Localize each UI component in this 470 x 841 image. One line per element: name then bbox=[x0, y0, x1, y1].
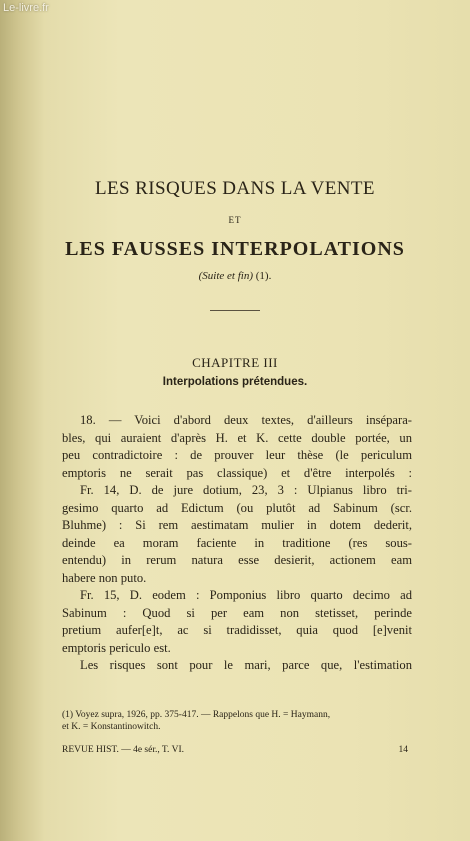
subtitle-italic: (Suite et fin) bbox=[198, 270, 254, 282]
journal-reference: REVUE HIST. — 4e sér., T. VI. bbox=[62, 745, 184, 755]
text-line: Sabinum : Quod si per eam non stetisset, perinde bbox=[62, 605, 412, 620]
text-line: peu contradictoire : de prouver leur thèse (le periculum bbox=[62, 448, 412, 462]
title-conjunction: ET bbox=[228, 215, 242, 225]
text-line: emptoris periculo est. bbox=[62, 640, 171, 655]
subtitle-note: (1). bbox=[253, 270, 272, 282]
text-line: habere non puto. bbox=[62, 570, 147, 585]
text-line: pretium aufer[e]t, ac si tradidisset, quia quod [e]venit bbox=[62, 623, 412, 637]
page-number: 14 bbox=[398, 745, 408, 755]
text-line: deinde ea moram faciente in traditione (res sous- bbox=[62, 535, 412, 550]
chapter-heading: CHAPITRE III bbox=[192, 355, 278, 370]
title-line-1: LES RISQUES DANS LA VENTE bbox=[95, 178, 375, 199]
text-line: Bluhme) : Si rem aestimatam mulier in dotem dederit, bbox=[62, 518, 412, 532]
title-line-2: LES FAUSSES INTERPOLATIONS bbox=[65, 238, 405, 260]
text-line: Fr. 14, D. de jure dotium, 23, 3 : Ulpianus libro tri- bbox=[80, 483, 412, 497]
text-line: Les risques sont pour le mari, parce que, l'estimation bbox=[80, 658, 412, 672]
text-line: gesimo quarto ad Edictum (ou plutôt ad Sabinum (scr. bbox=[62, 500, 412, 515]
title-divider bbox=[210, 310, 260, 311]
text-line: entendu) in rerum natura esse desierit, actionem eam bbox=[62, 553, 412, 567]
section-heading: Interpolations prétendues. bbox=[162, 376, 308, 388]
subtitle bbox=[0, 270, 470, 282]
text-line: emptoris ne serait pas classique) et d'être interpolés : bbox=[62, 465, 412, 480]
text-line: bles, qui auraient d'après H. et K. cette double portée, un bbox=[62, 430, 412, 445]
page-footer bbox=[62, 745, 408, 755]
watermark: Le-livre.fr bbox=[3, 2, 49, 14]
text-line: Fr. 15, D. eodem : Pomponius libro quarto decimo ad bbox=[80, 588, 412, 602]
text-line: 18. — Voici d'abord deux textes, d'ailleurs insépara- bbox=[80, 413, 412, 427]
footnote-line: et K. = Konstantinowitch. bbox=[62, 722, 161, 732]
footnote-line: (1) Voyez supra, 1926, pp. 375-417. — Rappelons que H. = Haymann, bbox=[62, 710, 331, 720]
body-text bbox=[62, 412, 412, 675]
footnote bbox=[62, 709, 412, 733]
